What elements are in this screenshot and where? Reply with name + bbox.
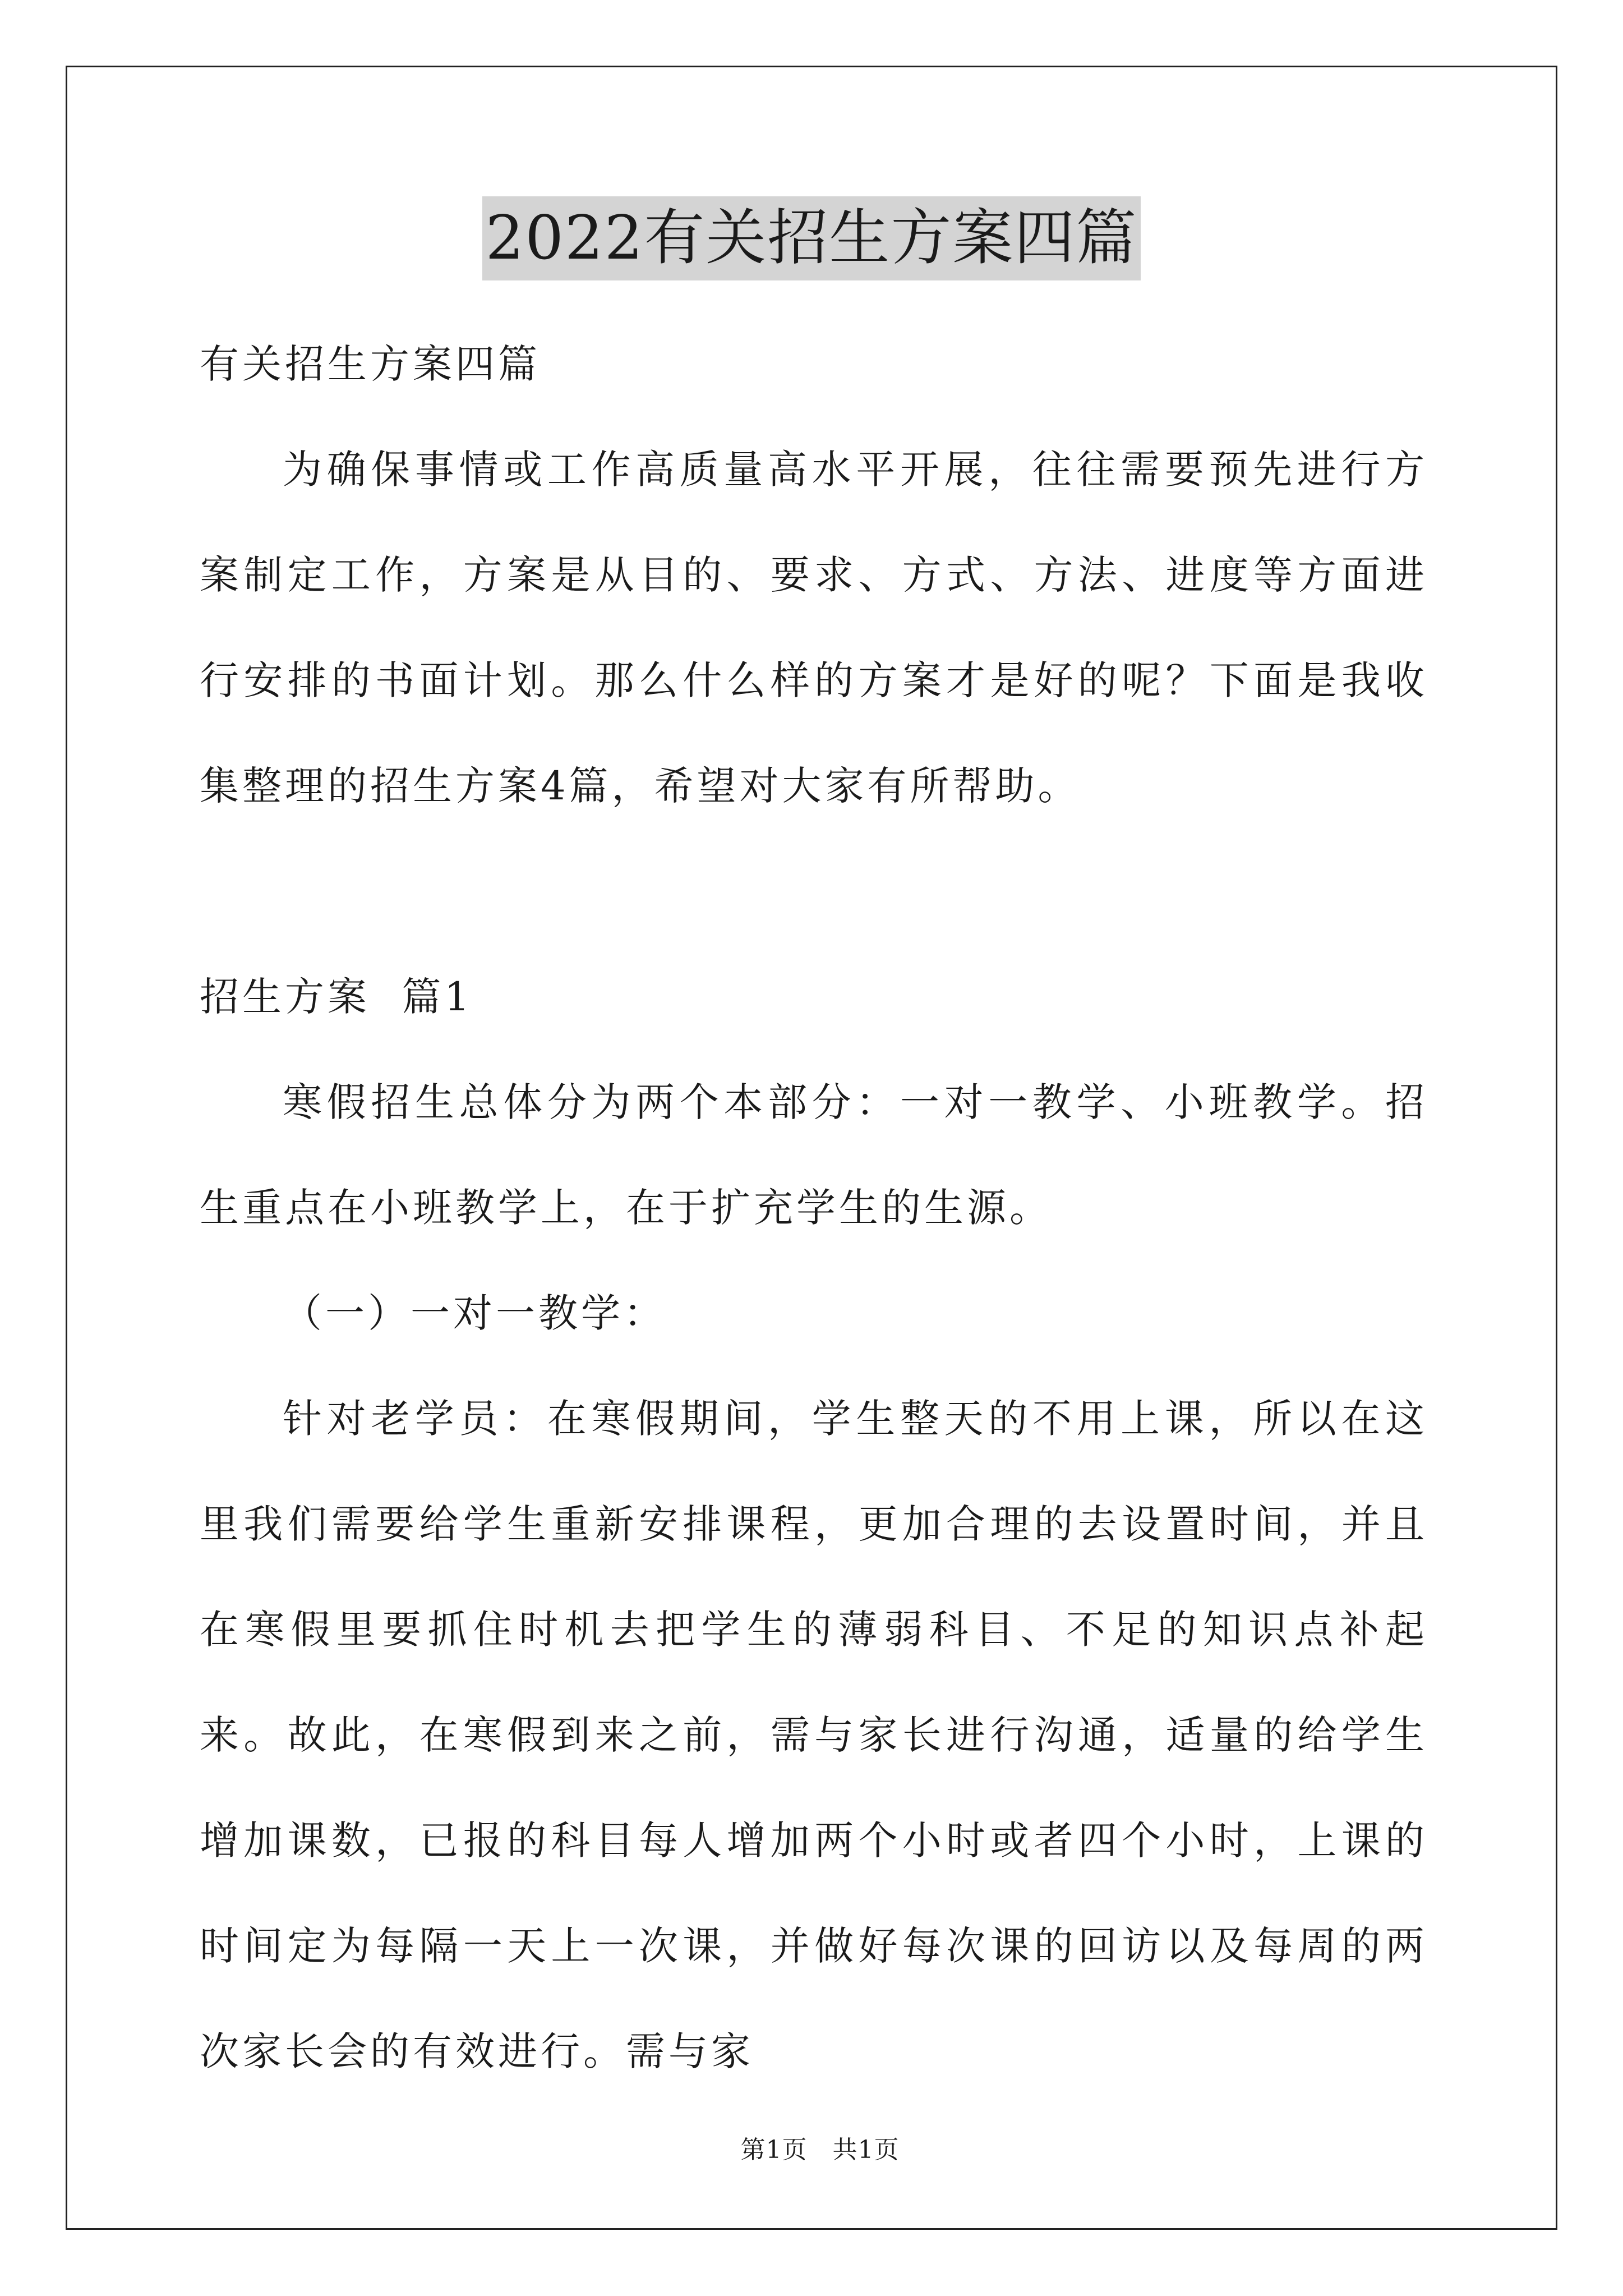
intro-paragraph: 为确保事情或工作高质量高水平开展，往往需要预先进行方案制定工作，方案是从目的、要求、方式、方法、进度等方面进行安排的书面计划。那么什么样的方案才是好的呢？下面是我收集整理的招生方案4篇，希望对大家有所帮助。	[200, 447, 1428, 809]
title-container	[0, 196, 1623, 280]
document-subtitle: 有关招生方案四篇	[200, 341, 541, 387]
sub-heading: （一）一对一教学：	[283, 1290, 666, 1336]
page-number: 第1页 共1页	[740, 2136, 900, 2164]
document-title: 2022有关招生方案四篇	[482, 196, 1141, 280]
paragraph-gap	[200, 839, 1428, 944]
page-footer	[0, 2101, 1623, 2165]
paragraph-1: 寒假招生总体分为两个本部分：一对一教学、小班教学。招生重点在小班教学上，在于扩充学生的生源。	[200, 1079, 1428, 1231]
document-body	[200, 311, 1428, 2104]
section-heading: 招生方案 篇1	[200, 974, 473, 1020]
paragraph-2: 针对老学员：在寒假期间，学生整天的不用上课，所以在这里我们需要给学生重新安排课程，更加合理的去设置时间，并且在寒假里要抓住时机去把学生的薄弱科目、不足的知识点补起来。故此，在寒假到来之前，需与家长进行沟通，适量的给学生增加课数，已报的科目每人增加两个小时或者四个小时，上课的时间定为每隔一天上一次课，并做好每次课的回访以及每周的两次家长会的有效进行。需与家	[200, 1396, 1428, 2074]
